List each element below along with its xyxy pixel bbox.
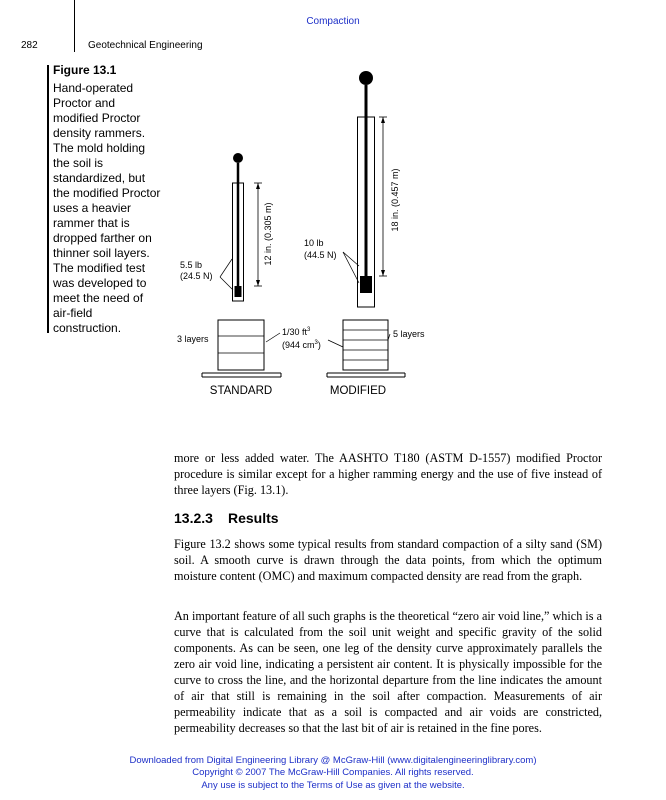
modified-rammer-weight xyxy=(360,276,372,293)
footer-download-link[interactable]: Downloaded from Digital Engineering Library @ McGraw-Hill (www.digitalengineeringlibrary.com) xyxy=(129,755,537,766)
standard-layers-label: 3 layers xyxy=(177,334,209,344)
section-number: 13.2.3 xyxy=(174,510,213,526)
paragraph-results: Figure 13.2 shows some typical results from standard compaction of a silty sand (SM) soil. A smooth curve is drawn through the data points, from which the optimum moisture content (OMC) and maximum compacted density are read from the graph. xyxy=(174,537,602,583)
modified-layers-label: 5 layers xyxy=(393,329,425,339)
modified-drop-dimension xyxy=(379,117,387,276)
mold-volume-imperial: 1/30 $ft^3$ xyxy=(282,327,311,337)
paragraph-continued: more or less added water. The AASHTO T180 (ASTM D-1557) modified Proctor procedure is similar except for a higher ramming energy and the use of five instead of three layers (Fig. 13.1). xyxy=(174,451,602,497)
footer-copyright: Copyright © 2007 The McGraw-Hill Companies. All rights reserved. xyxy=(192,767,474,779)
footer xyxy=(0,755,666,792)
modified-drop-height-label: 18 in. (0.457 m) xyxy=(390,168,400,232)
running-head: Compaction xyxy=(306,16,360,27)
modified-weight-n: (44.5 N) xyxy=(304,250,337,260)
figure-title: Figure 13.1 xyxy=(53,63,117,77)
rammer-figure xyxy=(160,60,425,405)
standard-weight-n: (24.5 N) xyxy=(180,271,213,281)
modified-label: MODIFIED xyxy=(329,385,387,397)
standard-drop-height-label: 12 in. (0.305 m) xyxy=(263,202,273,266)
standard-rammer-knob xyxy=(233,153,243,163)
standard-rammer-weight xyxy=(235,286,242,297)
mold-volume-metric: (944 $cm^3$) xyxy=(282,340,321,350)
standard-drop-dimension xyxy=(254,183,262,286)
standard-weight-lb: 5.5 lb xyxy=(180,260,203,270)
caption-bar xyxy=(47,65,49,333)
figure-caption: Hand-operated Proctor and modified Proctor density rammers. The mold holding the soil is standardized, but the modified Proctor uses a heavier rammer that is dropped farther on thinner soil layers. The modified test was developed to meet the need of air-field construction. xyxy=(53,81,161,335)
modified-weight-lb: 10 lb xyxy=(304,238,324,248)
section-title: Results xyxy=(228,510,279,526)
page-number: 282 xyxy=(21,40,38,51)
standard-label: STANDARD xyxy=(209,385,273,397)
mold-volume-label xyxy=(266,327,343,350)
modified-rammer-knob xyxy=(359,71,373,85)
standard-rammer xyxy=(177,153,281,397)
paragraph-zero-air-void: An important feature of all such graphs is the theoretical “zero air void line,” which is a curve that is calculated from the soil unit weight and specific gravity of the solid components. As can be seen, one leg of the density curve approximately parallels the zero air void line, indicating a persistent air content. It is physically impossible for the curve to cross the line, and the horizontal departure from the line indicates the amount of air that still is remaining in the soil after compaction. Measurements of air permeability indicate that as a soil is compacted and air voids are constricted, permeability decreases so that the last bit of air is retained in the fine pores. xyxy=(174,609,602,735)
book-title: Geotechnical Engineering xyxy=(88,40,203,51)
footer-terms-link[interactable]: Any use is subject to the Terms of Use as given at the website. xyxy=(201,779,465,791)
section-heading xyxy=(174,510,279,526)
modified-rammer xyxy=(304,71,425,397)
standard-mold xyxy=(202,320,281,377)
header-divider xyxy=(74,0,75,52)
